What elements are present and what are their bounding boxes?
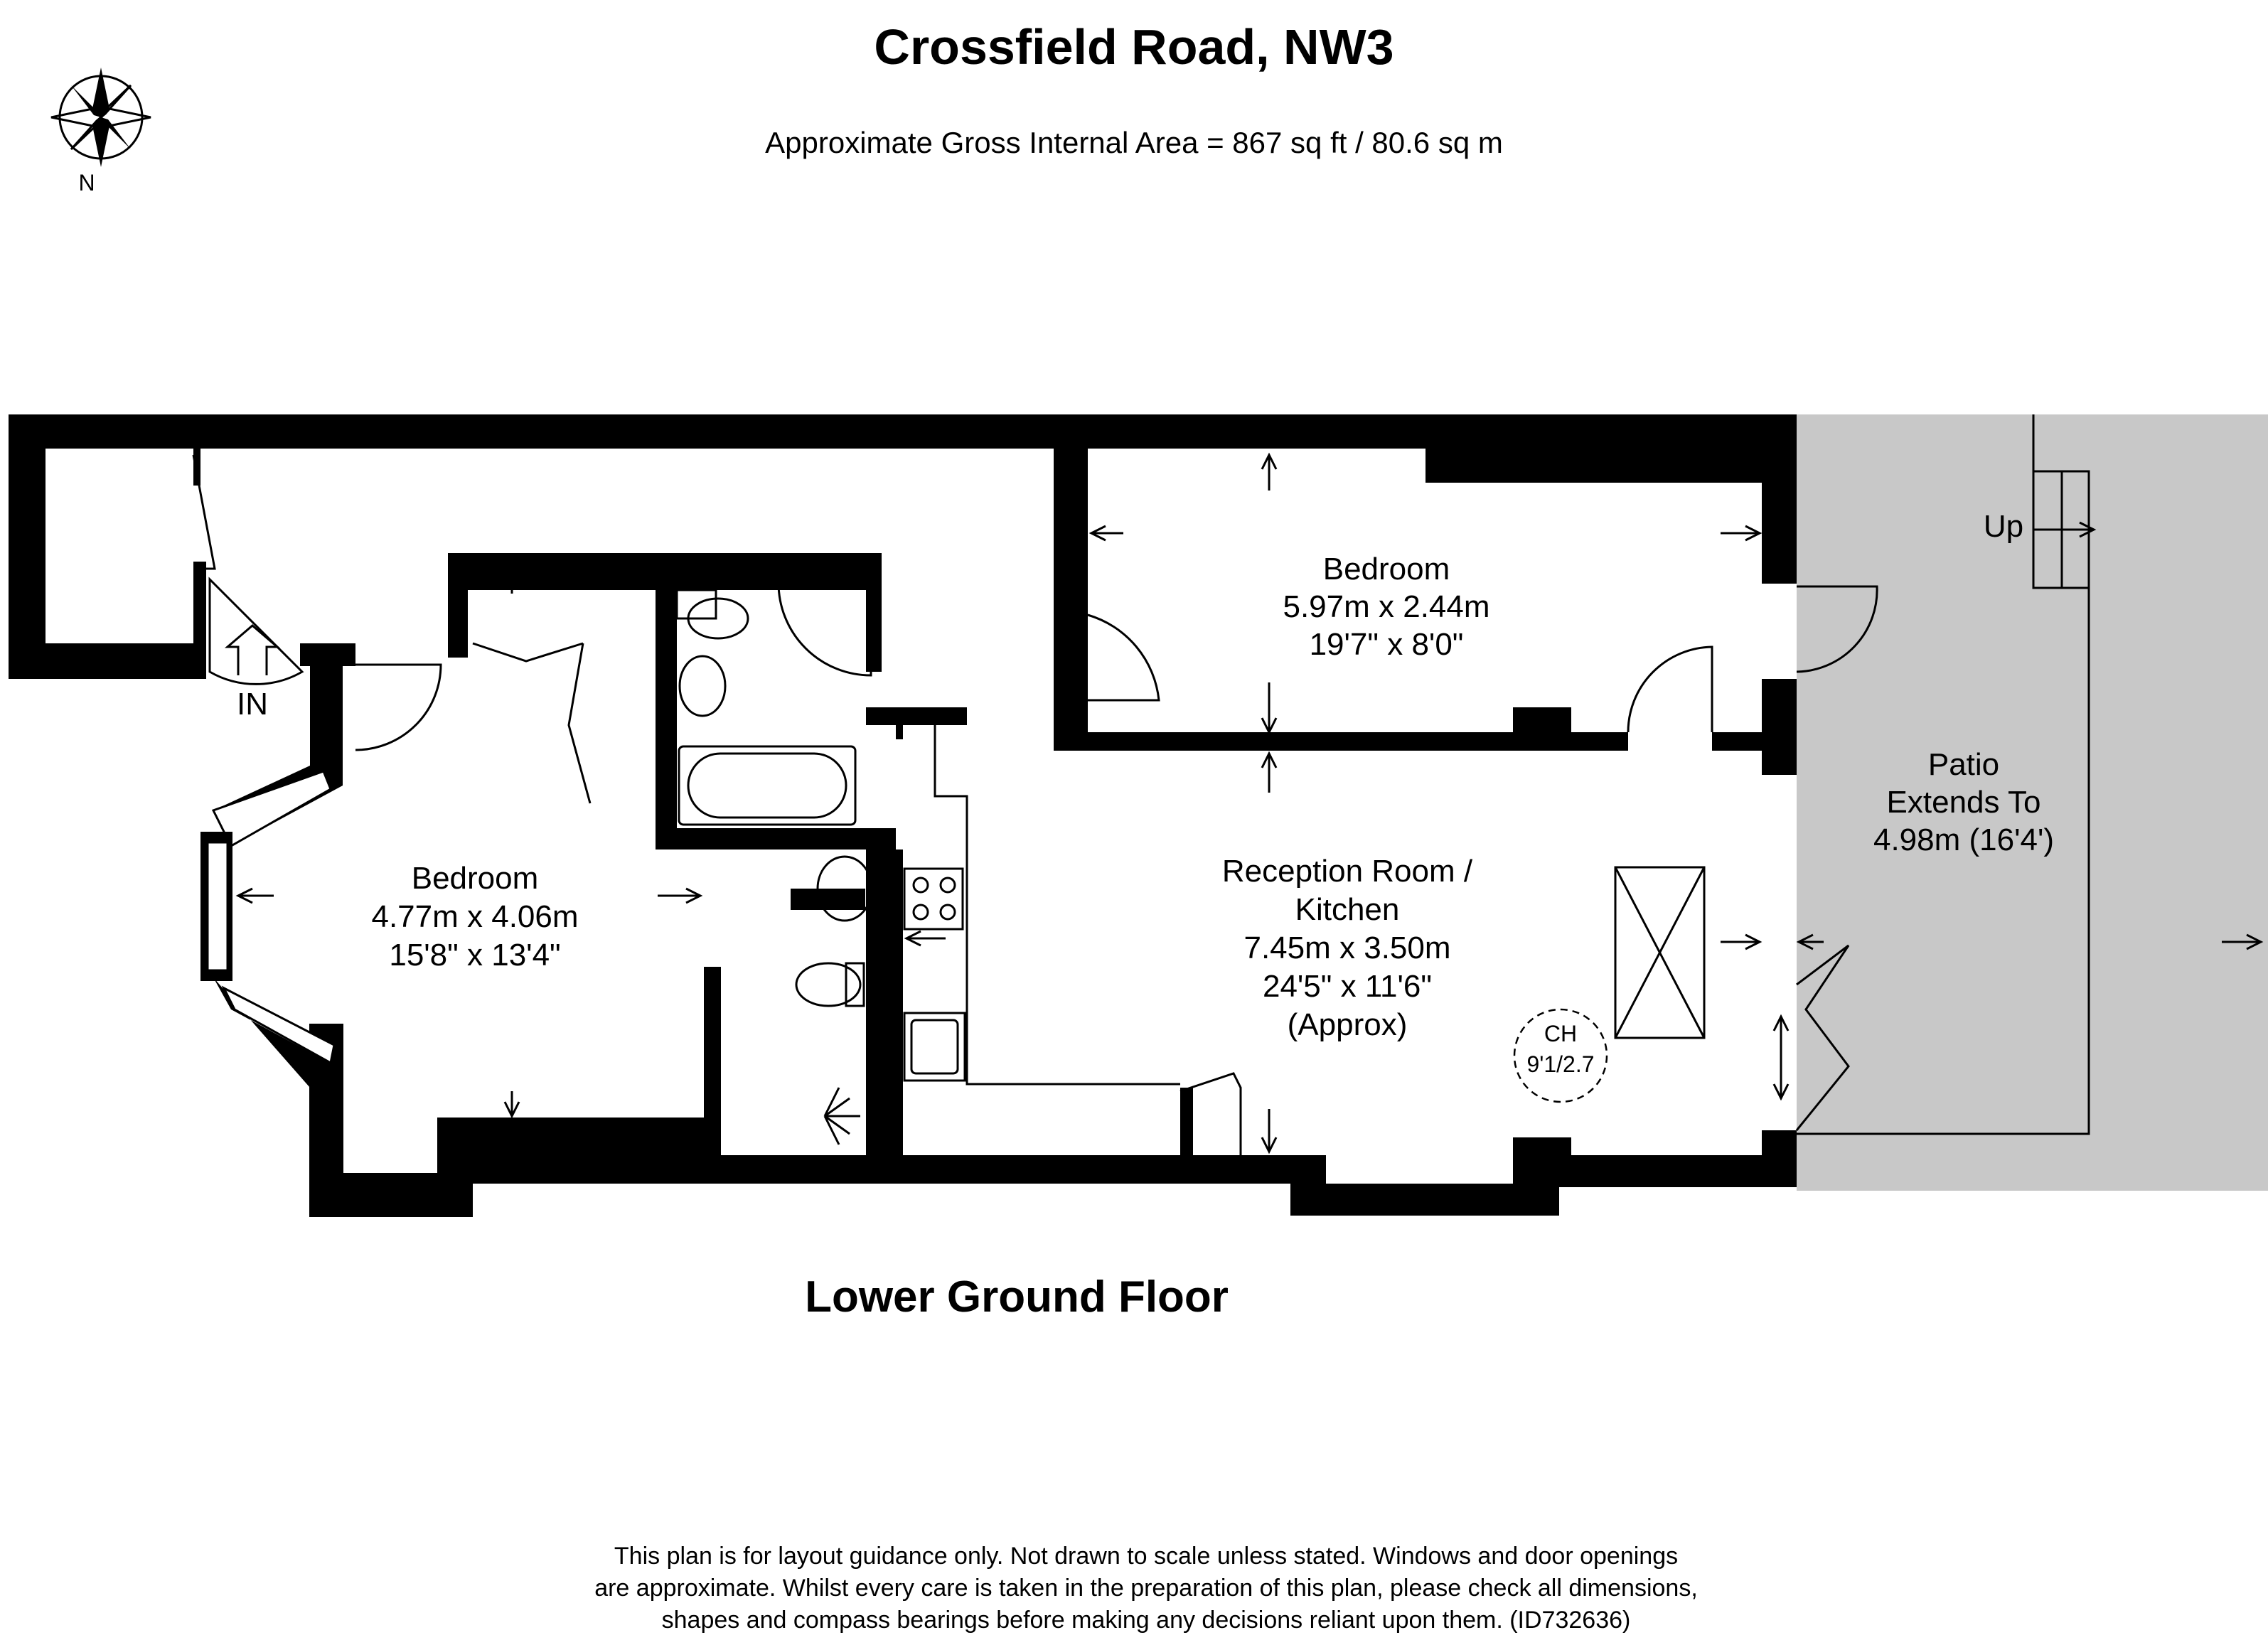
disclaimer-line-2: are approximate. Whilst every care is taken in the preparation of this plan, please check all dimensions, [594,1575,1698,1602]
patio-line2: Extends To [1886,785,2041,820]
room-label-bedroom-front [371,861,578,972]
reception-name: Reception Room / [1221,854,1473,889]
reception-metric: 7.45m x 3.50m [1243,931,1451,965]
floor-label: Lower Ground Floor [805,1272,1229,1322]
bedroom-rear-imperial: 19'7" x 8'0" [1309,627,1464,662]
stairs-label: Up [1983,509,2024,544]
disclaimer-line-1: This plan is for layout guidance only. Not drawn to scale unless stated. Windows and door openings [614,1543,1679,1570]
ceiling-height-value: 9'1/2.7 [1526,1051,1595,1077]
page-title: Crossfield Road, NW3 [874,19,1394,75]
bedroom-front-imperial: 15'8" x 13'4" [389,938,561,972]
entrance-arrow-icon [228,626,277,675]
reception-name2: Kitchen [1295,892,1400,927]
entrance-label: IN [237,687,268,722]
area-summary: Approximate Gross Internal Area = 867 sq ft / 80.6 sq m [765,126,1503,159]
reception-imperial: 24'5" x 11'6" [1262,969,1433,1004]
compass-icon [51,68,151,167]
patio-line3: 4.98m (16'4') [1873,822,2055,857]
ceiling-height-label: CH [1544,1021,1578,1046]
room-label-reception [1222,854,1473,1042]
compass-label: N [78,170,95,195]
room-label-bedroom-rear [1283,552,1489,662]
bedroom-front-name: Bedroom [411,861,539,896]
disclaimer-line-3: shapes and compass bearings before making any decisions reliant upon them. (ID732636) [661,1607,1631,1634]
ceiling-height-marker [1514,1009,1607,1102]
bedroom-front-metric: 4.77m x 4.06m [371,899,579,934]
reception-note: (Approx) [1287,1007,1408,1042]
bedroom-rear-name: Bedroom [1322,552,1450,586]
doors [193,455,1877,1155]
bedroom-rear-metric: 5.97m x 2.44m [1283,589,1490,624]
patio-name: Patio [1927,747,2000,782]
bay-window [200,766,343,1166]
